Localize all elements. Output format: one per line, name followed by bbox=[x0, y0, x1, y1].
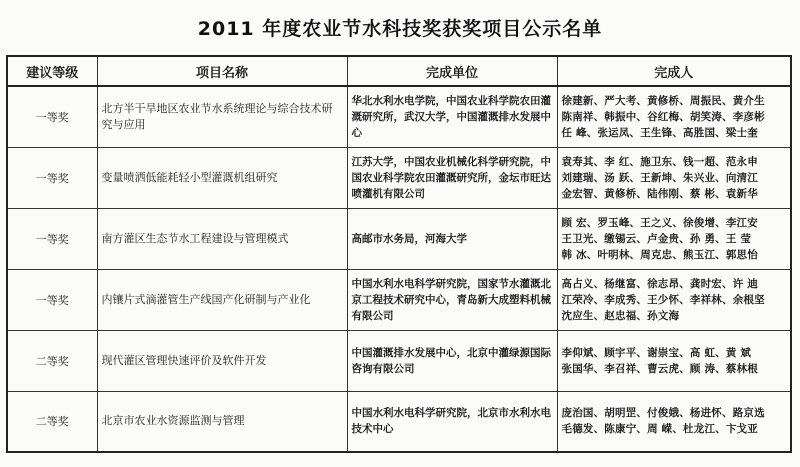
table-row bbox=[7, 208, 791, 269]
completers-line: 袁寿其、李 红、施卫东、钱一超、范永申 bbox=[561, 155, 758, 168]
completing-unit-cell: 中国水利水电科学研究院，北京市水利水电技术中心 bbox=[347, 391, 557, 452]
completing-unit-cell: 中国水利水电科学研究院，国家节水灌溉北京工程技术研究中心，青岛新大成塑料机械有限公司 bbox=[347, 269, 557, 330]
completers-line: 顾 宏、罗玉峰、王之义、徐俊增、李江安 bbox=[561, 216, 758, 229]
table-row bbox=[7, 391, 791, 452]
completing-unit-cell: 江苏大学，中国农业机械化科学研究院，中国农业科学院农田灌溉研究所，金坛市旺达喷灌机有限公司 bbox=[347, 147, 557, 208]
completers-line: 王卫光、缴锡云、卢金贵、孙 勇、王 莹 bbox=[561, 232, 752, 245]
completing-unit-cell: 中国灌溉排水发展中心，北京中灌绿源国际咨询有限公司 bbox=[347, 330, 557, 391]
completers-line: 任 峰、张运凤、王生锋、高胜国、梁士奎 bbox=[561, 126, 758, 139]
award-level-cell: 一等奖 bbox=[7, 208, 97, 269]
table-row bbox=[7, 86, 791, 147]
table-row bbox=[7, 330, 791, 391]
completers-line: 沈应生、赵忠福、孙文海 bbox=[561, 309, 680, 322]
completing-unit-cell: 高邮市水务局，河海大学 bbox=[347, 208, 557, 269]
award-level-cell: 二等奖 bbox=[7, 330, 97, 391]
completers-cell bbox=[557, 208, 791, 269]
completers-cell bbox=[557, 269, 791, 330]
completers-line: 韩 冰、叶明林、周克忠、熊玉江、郭思怡 bbox=[561, 248, 758, 261]
award-level-cell: 二等奖 bbox=[7, 391, 97, 452]
completers-line: 金宏智、黄修桥、陆伟刚、蔡 彬、袁新华 bbox=[561, 187, 758, 200]
completers-line: 张国华、李召祥、曹云虎、顾 涛、蔡林根 bbox=[561, 362, 758, 375]
completing-unit-cell: 华北水利水电学院，中国农业科学院农田灌溉研究所，武汉大学，中国灌溉排水发展中心 bbox=[347, 86, 557, 147]
completers-line: 徐建新、严大考、黄修桥、周振民、黄介生 bbox=[561, 94, 765, 107]
completers-line: 庞治国、胡明罡、付俊娥、杨进怀、路京选 bbox=[561, 407, 765, 420]
completers-line: 刘建瑞、汤 跃、王新坤、朱兴业、向清江 bbox=[561, 171, 758, 184]
header-people: 完成人 bbox=[557, 56, 791, 86]
completers-line: 江荣冷、李成秀、王少怀、李祥林、余根坚 bbox=[561, 293, 765, 306]
completers-cell bbox=[557, 391, 791, 452]
table-row bbox=[7, 147, 791, 208]
table-row bbox=[7, 269, 791, 330]
project-name-cell: 现代灌区管理快速评价及软件开发 bbox=[97, 330, 347, 391]
project-name-cell: 北京市农业水资源监测与管理 bbox=[97, 391, 347, 452]
completers-line: 陈南祥、韩振中、谷红梅、胡笑涛、李彦彬 bbox=[561, 110, 765, 123]
completers-line: 李仰斌、顾宇平、谢崇宝、高 虹、黄 斌 bbox=[561, 346, 752, 359]
header-project: 项目名称 bbox=[97, 56, 347, 86]
completers-cell bbox=[557, 147, 791, 208]
project-name-cell: 内镶片式滴灌管生产线国产化研制与产业化 bbox=[97, 269, 347, 330]
completers-line: 毛德发、陈康宁、周 嵘、杜龙江、卞戈亚 bbox=[561, 423, 758, 436]
project-name-cell: 变量喷洒低能耗轻小型灌溉机组研究 bbox=[97, 147, 347, 208]
completers-cell bbox=[557, 86, 791, 147]
awards-table bbox=[6, 55, 792, 453]
project-name-cell: 南方灌区生态节水工程建设与管理模式 bbox=[97, 208, 347, 269]
award-level-cell: 一等奖 bbox=[7, 86, 97, 147]
header-unit: 完成单位 bbox=[347, 56, 557, 86]
award-level-cell: 一等奖 bbox=[7, 269, 97, 330]
award-level-cell: 一等奖 bbox=[7, 147, 97, 208]
completers-line: 高占义、杨继富、徐志昂、龚时宏、许 迪 bbox=[561, 277, 758, 290]
page-title: 2011 年度农业节水科技奖获奖项目公示名单 bbox=[197, 18, 603, 40]
table-header-row bbox=[7, 56, 791, 86]
project-name-cell: 北方半干旱地区农业节水系统理论与综合技术研究与应用 bbox=[97, 86, 347, 147]
header-level: 建议等级 bbox=[7, 56, 97, 86]
completers-cell bbox=[557, 330, 791, 391]
